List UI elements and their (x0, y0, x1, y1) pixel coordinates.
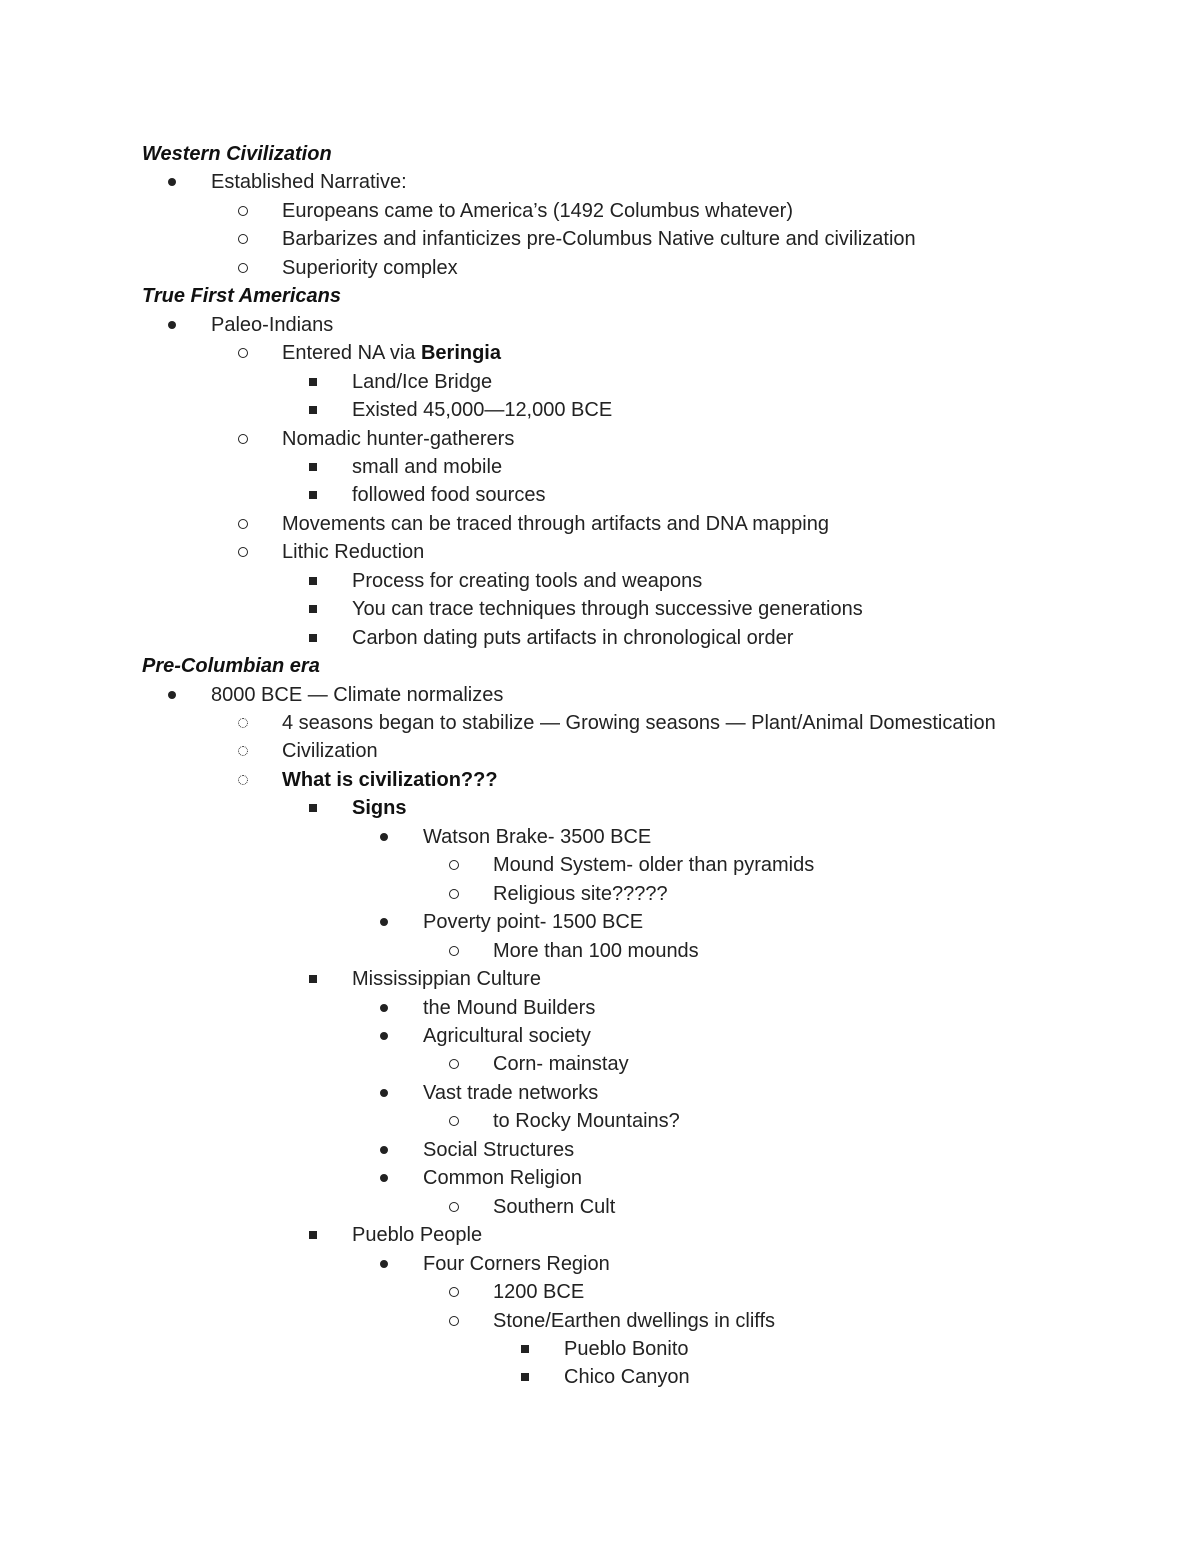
item-text (423, 1079, 598, 1107)
item-label: Pueblo People (352, 1224, 483, 1247)
item-text (423, 994, 595, 1022)
item-label: small and mobile (352, 455, 503, 478)
item-label: Agricultural society (423, 1024, 591, 1047)
item-label: Paleo-Indians (211, 313, 334, 336)
item-text (493, 851, 814, 879)
item-label: Mound System- older than pyramids (493, 854, 815, 877)
item-label: Watson Brake- 3500 BCE (423, 825, 652, 848)
item-text (493, 1193, 615, 1221)
item-label: Pueblo Bonito (564, 1337, 689, 1360)
item-text (423, 908, 643, 936)
item-label: Europeans came to America’s (1492 Columbus whatever) (282, 199, 793, 222)
item-text (423, 1136, 574, 1164)
item-bold-label: What is civilization??? (282, 768, 498, 791)
item-text (282, 339, 501, 367)
section-heading: Pre-Columbian era (142, 655, 320, 678)
item-label: More than 100 mounds (493, 939, 699, 962)
item-text (423, 823, 651, 851)
item-text (493, 1107, 680, 1135)
item-label: Civilization (282, 740, 378, 763)
item-label: Mississippian Culture (352, 968, 541, 990)
item-label: Southern Cult (493, 1195, 616, 1218)
item-text (352, 595, 863, 623)
item-label: Common Religion (423, 1167, 582, 1190)
item-text (493, 1278, 584, 1306)
item-text (352, 368, 492, 396)
item-text (282, 197, 793, 225)
item-label: 1200 BCE (493, 1281, 585, 1303)
item-label: 8000 BCE — Climate normalizes (211, 683, 504, 706)
item-label: Entered NA via (282, 342, 421, 365)
item-text (352, 481, 545, 509)
item-text (211, 311, 333, 339)
item-text (211, 681, 503, 709)
item-text (282, 709, 996, 737)
item-text (493, 880, 668, 908)
item-text (493, 1050, 629, 1078)
item-text (282, 425, 514, 453)
item-text (282, 737, 378, 765)
item-text (282, 254, 458, 282)
item-text (211, 168, 407, 196)
item-label: the Mound Builders (423, 996, 596, 1019)
item-label: Lithic Reduction (282, 541, 425, 564)
item-text (423, 1250, 610, 1278)
item-label: Chico Canyon (564, 1366, 690, 1389)
item-label: Superiority complex (282, 256, 458, 279)
item-text (352, 567, 702, 595)
item-text (564, 1335, 689, 1363)
item-label: Process for creating tools and weapons (352, 569, 703, 592)
item-label: 4 seasons began to stabilize — Growing seasons — Plant/Animal Domestication (282, 712, 996, 734)
item-label: Existed 45,000—12,000 BCE (352, 399, 613, 422)
item-text (352, 396, 612, 424)
item-label: Stone/Earthen dwellings in cliffs (493, 1309, 776, 1332)
item-text (282, 225, 916, 253)
item-label: followed food sources (352, 484, 546, 507)
item-label: Nomadic hunter-gatherers (282, 427, 515, 450)
item-label: Poverty point- 1500 BCE (423, 911, 644, 934)
item-text (493, 1307, 775, 1335)
item-text (564, 1363, 690, 1391)
item-text (493, 937, 699, 965)
item-label: Carbon dating puts artifacts in chronological order (352, 626, 794, 649)
item-text (423, 1164, 582, 1192)
item-label: You can trace techniques through successive generations (352, 598, 863, 621)
item-label: Established Narrative: (211, 171, 407, 194)
item-label: Vast trade networks (423, 1081, 599, 1104)
item-text (282, 766, 498, 794)
item-label: Four Corners Region (423, 1252, 610, 1275)
item-label: Corn- mainstay (493, 1053, 629, 1076)
item-text (352, 624, 793, 652)
item-label: Religious site????? (493, 882, 668, 905)
section-heading: Western Civilization (142, 143, 332, 165)
item-text (423, 1022, 591, 1050)
item-text (352, 1221, 482, 1249)
item-text (282, 538, 424, 566)
item-label: Land/Ice Bridge (352, 370, 493, 393)
item-bold-label: Signs (352, 797, 407, 820)
item-label: Barbarizes and infanticizes pre-Columbus Native culture and civilization (282, 228, 916, 251)
item-bold-label: Beringia (420, 342, 501, 365)
item-text (352, 965, 541, 993)
item-text (352, 794, 406, 822)
item-label: Social Structures (423, 1138, 575, 1161)
item-label: to Rocky Mountains? (493, 1110, 680, 1133)
item-text (352, 453, 502, 481)
item-label: Movements can be traced through artifacts and DNA mapping (282, 512, 829, 535)
section-heading: True First Americans (142, 285, 341, 308)
item-text (282, 510, 829, 538)
